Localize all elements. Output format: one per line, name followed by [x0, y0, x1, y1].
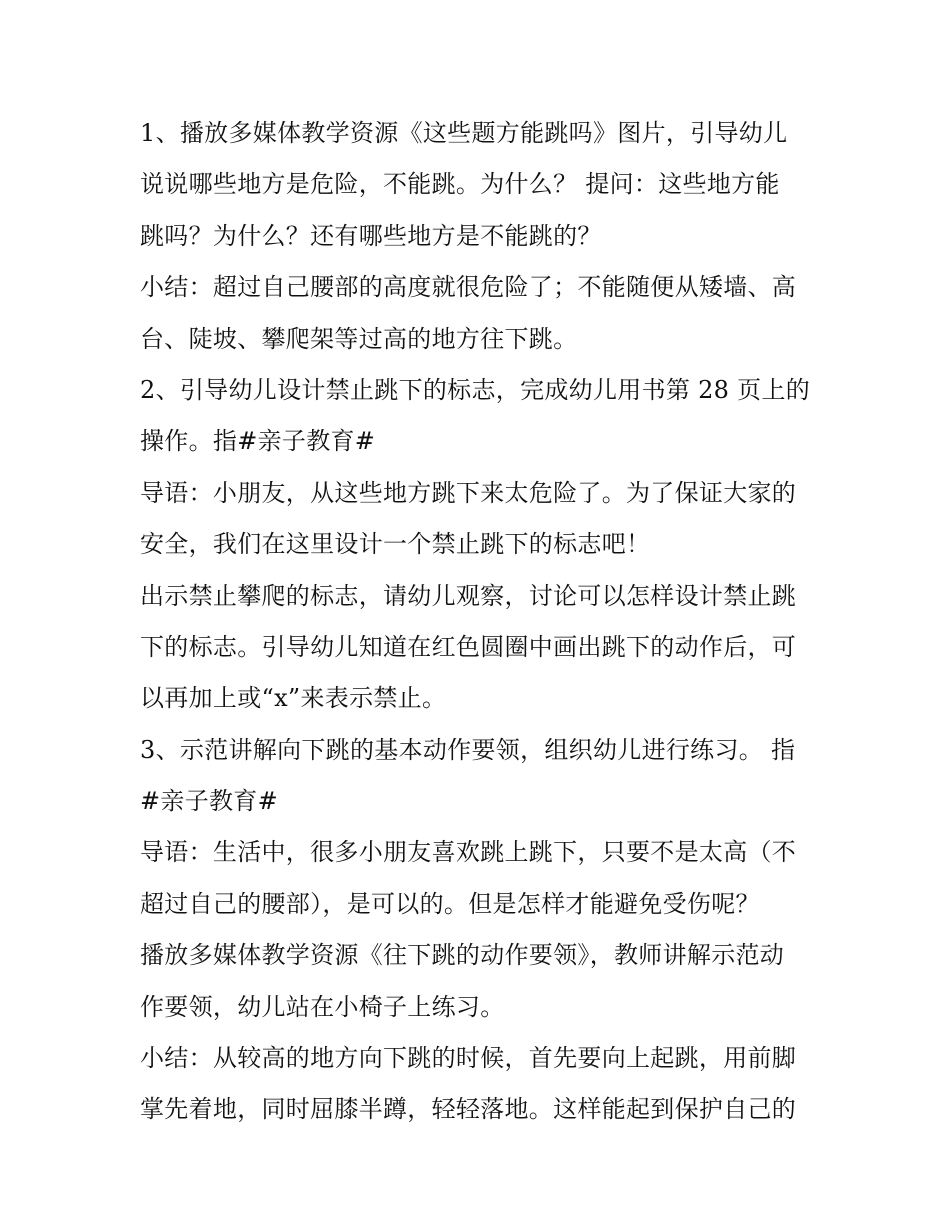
text-line: 小结：从较高的地方向下跳的时候，首先要向上起跳，用前脚 [140, 1044, 797, 1073]
text-line: #亲子教育# [140, 787, 279, 816]
text-line: 小结：超过自己腰部的高度就很危险了；不能随便从矮墙、高 [140, 273, 797, 302]
text-line: 下的标志。引导幼儿知道在红色圆圈中画出跳下的动作后，可 [140, 632, 797, 661]
text-line: 安全，我们在这里设计一个禁止跳下的标志吧！ [140, 530, 651, 559]
document-body [140, 108, 820, 1136]
text-line: 2、引导幼儿设计禁止跳下的标志，完成幼儿用书第 28 页上的 [140, 375, 811, 404]
text-line: 播放多媒体教学资源《往下跳的动作要领》，教师讲解示范动 [140, 941, 785, 970]
text-line: 台、陡坡、攀爬架等过高的地方往下跳。 [140, 324, 578, 353]
text-line: 掌先着地，同时屈膝半蹲，轻轻落地。这样能起到保护自己的 [140, 1095, 797, 1124]
text-line: 操作。指#亲子教育# [140, 427, 376, 456]
text-line: 3、示范讲解向下跳的基本动作要领，组织幼儿进行练习。 指 [140, 735, 796, 764]
text-line: 跳吗？为什么？还有哪些地方是不能跳的？ [140, 221, 602, 250]
text-line: 出示禁止攀爬的标志，请幼儿观察，讨论可以怎样设计禁止跳 [140, 581, 797, 610]
text-line: 超过自己的腰部），是可以的。但是怎样才能避免受伤呢？ [140, 889, 760, 918]
text-line: 以再加上或“x”来表示禁止。 [140, 684, 447, 713]
text-line: 作要领，幼儿站在小椅子上练习。 [140, 992, 505, 1021]
text-line: 导语：小朋友，从这些地方跳下来太危险了。为了保证大家的 [140, 478, 797, 507]
text-line: 1、播放多媒体教学资源《这些题方能跳吗》图片，引导幼儿 [140, 119, 788, 147]
text-line: 说说哪些地方是危险，不能跳。为什么？ 提问：这些地方能 [140, 170, 780, 199]
text-line: 导语：生活中，很多小朋友喜欢跳上跳下，只要不是太高（不 [140, 838, 797, 867]
